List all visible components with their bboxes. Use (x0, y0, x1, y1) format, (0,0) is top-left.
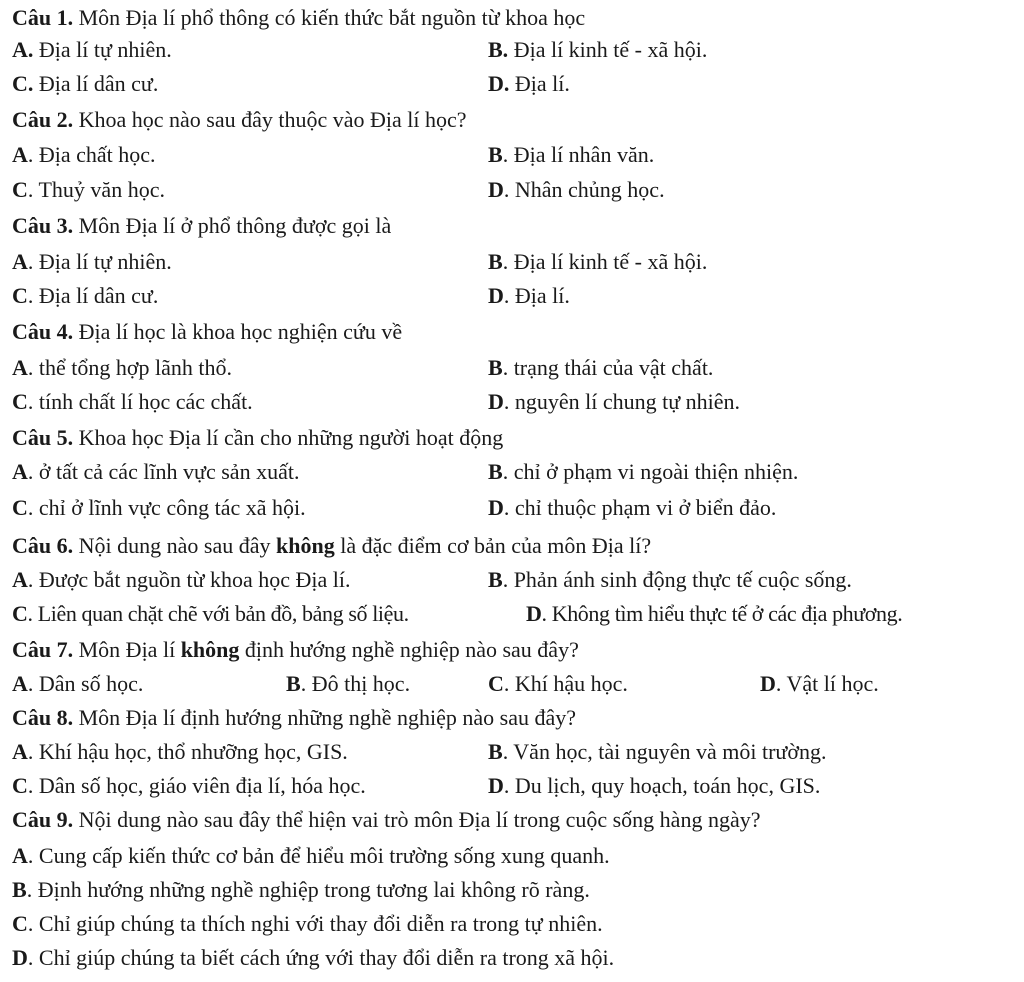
q2-option-b (488, 141, 654, 169)
question-text: Môn Địa lí (73, 637, 181, 662)
question-number: Câu 1. (12, 5, 74, 30)
option-text: . Chỉ giúp chúng ta thích nghi với thay đổi diễn ra trong tự nhiên. (27, 911, 603, 936)
option-letter: C (12, 773, 28, 798)
question-number: Câu 4. (12, 319, 74, 344)
q3-option-b (488, 248, 707, 276)
q8-option-d (488, 772, 820, 800)
question-text: Môn Địa lí phổ thông có kiến thức bắt nguồn từ khoa học (73, 5, 586, 30)
option-text: . ở tất cả các lĩnh vực sản xuất. (27, 459, 300, 484)
option-text: . Liên quan chặt chẽ với bản đồ, bảng số liệu. (27, 601, 409, 626)
option-letter: D (488, 177, 504, 202)
option-text: . Vật lí học. (775, 671, 879, 696)
q8-option-a (12, 738, 348, 766)
option-text: . Địa lí dân cư. (27, 283, 159, 308)
option-letter: C (12, 283, 28, 308)
option-text: . Thuỷ văn học. (27, 177, 165, 202)
option-text: . thể tổng hợp lãnh thổ. (27, 355, 233, 380)
option-text: . Địa chất học. (27, 142, 156, 167)
option-text: . Phản ánh sinh động thực tế cuộc sống. (502, 567, 852, 592)
option-text: Địa lí dân cư. (33, 71, 159, 96)
option-text: . chỉ thuộc phạm vi ở biển đảo. (503, 495, 777, 520)
q4-option-d (488, 388, 740, 416)
q8-option-c (12, 772, 366, 800)
option-letter: D (526, 601, 542, 626)
question-text: Môn Địa lí ở phổ thông được gọi là (73, 213, 392, 238)
option-text: . Nhân chủng học. (503, 177, 665, 202)
question-text: Nội dung nào sau đây (73, 533, 276, 558)
option-letter: B. (488, 37, 509, 62)
q7-option-d (760, 670, 879, 698)
q5-option-a (12, 458, 299, 486)
q7-option-a (12, 670, 143, 698)
question-number: Câu 8. (12, 705, 74, 730)
question-text: Địa lí học là khoa học nghiện cứu về (73, 319, 403, 344)
question-1-stem (12, 4, 585, 32)
option-letter: A (12, 459, 28, 484)
option-letter: D (488, 389, 504, 414)
option-letter: D (760, 671, 776, 696)
question-text: là đặc điểm cơ bản của môn Địa lí? (334, 533, 652, 558)
option-letter: B (488, 355, 503, 380)
q3-option-c (12, 282, 158, 310)
q5-option-c (12, 494, 306, 522)
option-text: . tính chất lí học các chất. (27, 389, 253, 414)
option-letter: B (286, 671, 301, 696)
q9-option-a (12, 842, 610, 870)
question-number: Câu 5. (12, 425, 74, 450)
option-text: . Khí hậu học, thổ nhưỡng học, GIS. (27, 739, 348, 764)
question-text: Nội dung nào sau đây thể hiện vai trò môn Địa lí trong cuộc sống hàng ngày? (73, 807, 761, 832)
question-number: Câu 9. (12, 807, 74, 832)
q5-option-b (488, 458, 798, 486)
option-letter: B (488, 459, 503, 484)
option-letter: A (12, 355, 28, 380)
question-9-stem (12, 806, 760, 834)
q2-option-d (488, 176, 665, 204)
q3-option-a (12, 248, 172, 276)
option-text: . Cung cấp kiến thức cơ bản để hiểu môi trường sống xung quanh. (27, 843, 610, 868)
option-letter: C (12, 911, 28, 936)
option-text: . Đô thị học. (300, 671, 411, 696)
option-letter: C. (12, 71, 34, 96)
option-letter: B (488, 142, 503, 167)
q7-option-c (488, 670, 628, 698)
question-emphasis: không (180, 637, 240, 662)
option-text: . Khí hậu học. (503, 671, 628, 696)
q1-option-c (12, 70, 158, 98)
option-letter: B (488, 567, 503, 592)
option-text: . nguyên lí chung tự nhiên. (503, 389, 741, 414)
option-letter: D (488, 773, 504, 798)
q8-option-b (488, 738, 826, 766)
option-letter: A (12, 843, 28, 868)
question-8-stem (12, 704, 576, 732)
option-text: . Văn học, tài nguyên và môi trường. (502, 739, 827, 764)
q5-option-d (488, 494, 776, 522)
option-letter: D. (488, 71, 510, 96)
q1-option-d (488, 70, 570, 98)
option-letter: A (12, 671, 28, 696)
option-letter: C (12, 389, 28, 414)
question-number: Câu 3. (12, 213, 74, 238)
option-letter: A (12, 739, 28, 764)
option-text: . trạng thái của vật chất. (502, 355, 714, 380)
option-letter: D (488, 495, 504, 520)
q4-option-c (12, 388, 253, 416)
q6-option-a (12, 566, 351, 594)
option-text: Địa lí kinh tế - xã hội. (508, 37, 708, 62)
q1-option-b (488, 36, 707, 64)
option-letter: A (12, 142, 28, 167)
option-text: Địa lí. (509, 71, 570, 96)
option-text: . Dân số học. (27, 671, 144, 696)
option-text: . Được bắt nguồn từ khoa học Địa lí. (27, 567, 351, 592)
q2-option-a (12, 141, 156, 169)
option-text: Địa lí tự nhiên. (33, 37, 172, 62)
option-text: . Địa lí. (503, 283, 570, 308)
q6-option-d (526, 600, 902, 628)
question-3-stem (12, 212, 391, 240)
q2-option-c (12, 176, 165, 204)
option-text: . chỉ ở lĩnh vực công tác xã hội. (27, 495, 306, 520)
option-letter: C (488, 671, 504, 696)
option-letter: B (488, 739, 503, 764)
q9-option-c (12, 910, 603, 938)
q6-option-c (12, 600, 409, 628)
option-letter: A (12, 249, 28, 274)
q3-option-d (488, 282, 570, 310)
question-text: Khoa học nào sau đây thuộc vào Địa lí học? (73, 107, 467, 132)
option-text: . Chỉ giúp chúng ta biết cách ứng với thay đổi diễn ra trong xã hội. (27, 945, 615, 970)
question-text: định hướng nghề nghiệp nào sau đây? (239, 637, 579, 662)
question-2-stem (12, 106, 467, 134)
option-text: . Không tìm hiểu thực tế ở các địa phương. (541, 601, 903, 626)
option-letter: A (12, 567, 28, 592)
question-text: Môn Địa lí định hướng những nghề nghiệp nào sau đây? (73, 705, 577, 730)
option-letter: A. (12, 37, 34, 62)
q6-option-b (488, 566, 852, 594)
option-letter: C (12, 495, 28, 520)
option-text: . chỉ ở phạm vi ngoài thiện nhiện. (502, 459, 799, 484)
question-7-stem (12, 636, 579, 664)
option-letter: D (12, 945, 28, 970)
option-text: . Địa lí kinh tế - xã hội. (502, 249, 708, 274)
question-number: Câu 6. (12, 533, 74, 558)
option-text: . Địa lí tự nhiên. (27, 249, 172, 274)
option-text: . Địa lí nhân văn. (502, 142, 655, 167)
option-letter: C (12, 601, 28, 626)
option-text: . Dân số học, giáo viên địa lí, hóa học. (27, 773, 366, 798)
q4-option-b (488, 354, 713, 382)
option-letter: B (12, 877, 27, 902)
question-6-stem (12, 532, 651, 560)
q1-option-a (12, 36, 172, 64)
option-text: . Định hướng những nghề nghiệp trong tương lai không rõ ràng. (26, 877, 590, 902)
question-number: Câu 2. (12, 107, 74, 132)
question-5-stem (12, 424, 503, 452)
option-letter: D (488, 283, 504, 308)
option-letter: C (12, 177, 28, 202)
q9-option-d (12, 944, 614, 972)
question-text: Khoa học Địa lí cần cho những người hoạt động (73, 425, 504, 450)
q4-option-a (12, 354, 232, 382)
question-4-stem (12, 318, 402, 346)
q7-option-b (286, 670, 410, 698)
option-text: . Du lịch, quy hoạch, toán học, GIS. (503, 773, 821, 798)
question-emphasis: không (275, 533, 335, 558)
q9-option-b (12, 876, 590, 904)
question-number: Câu 7. (12, 637, 74, 662)
option-letter: B (488, 249, 503, 274)
